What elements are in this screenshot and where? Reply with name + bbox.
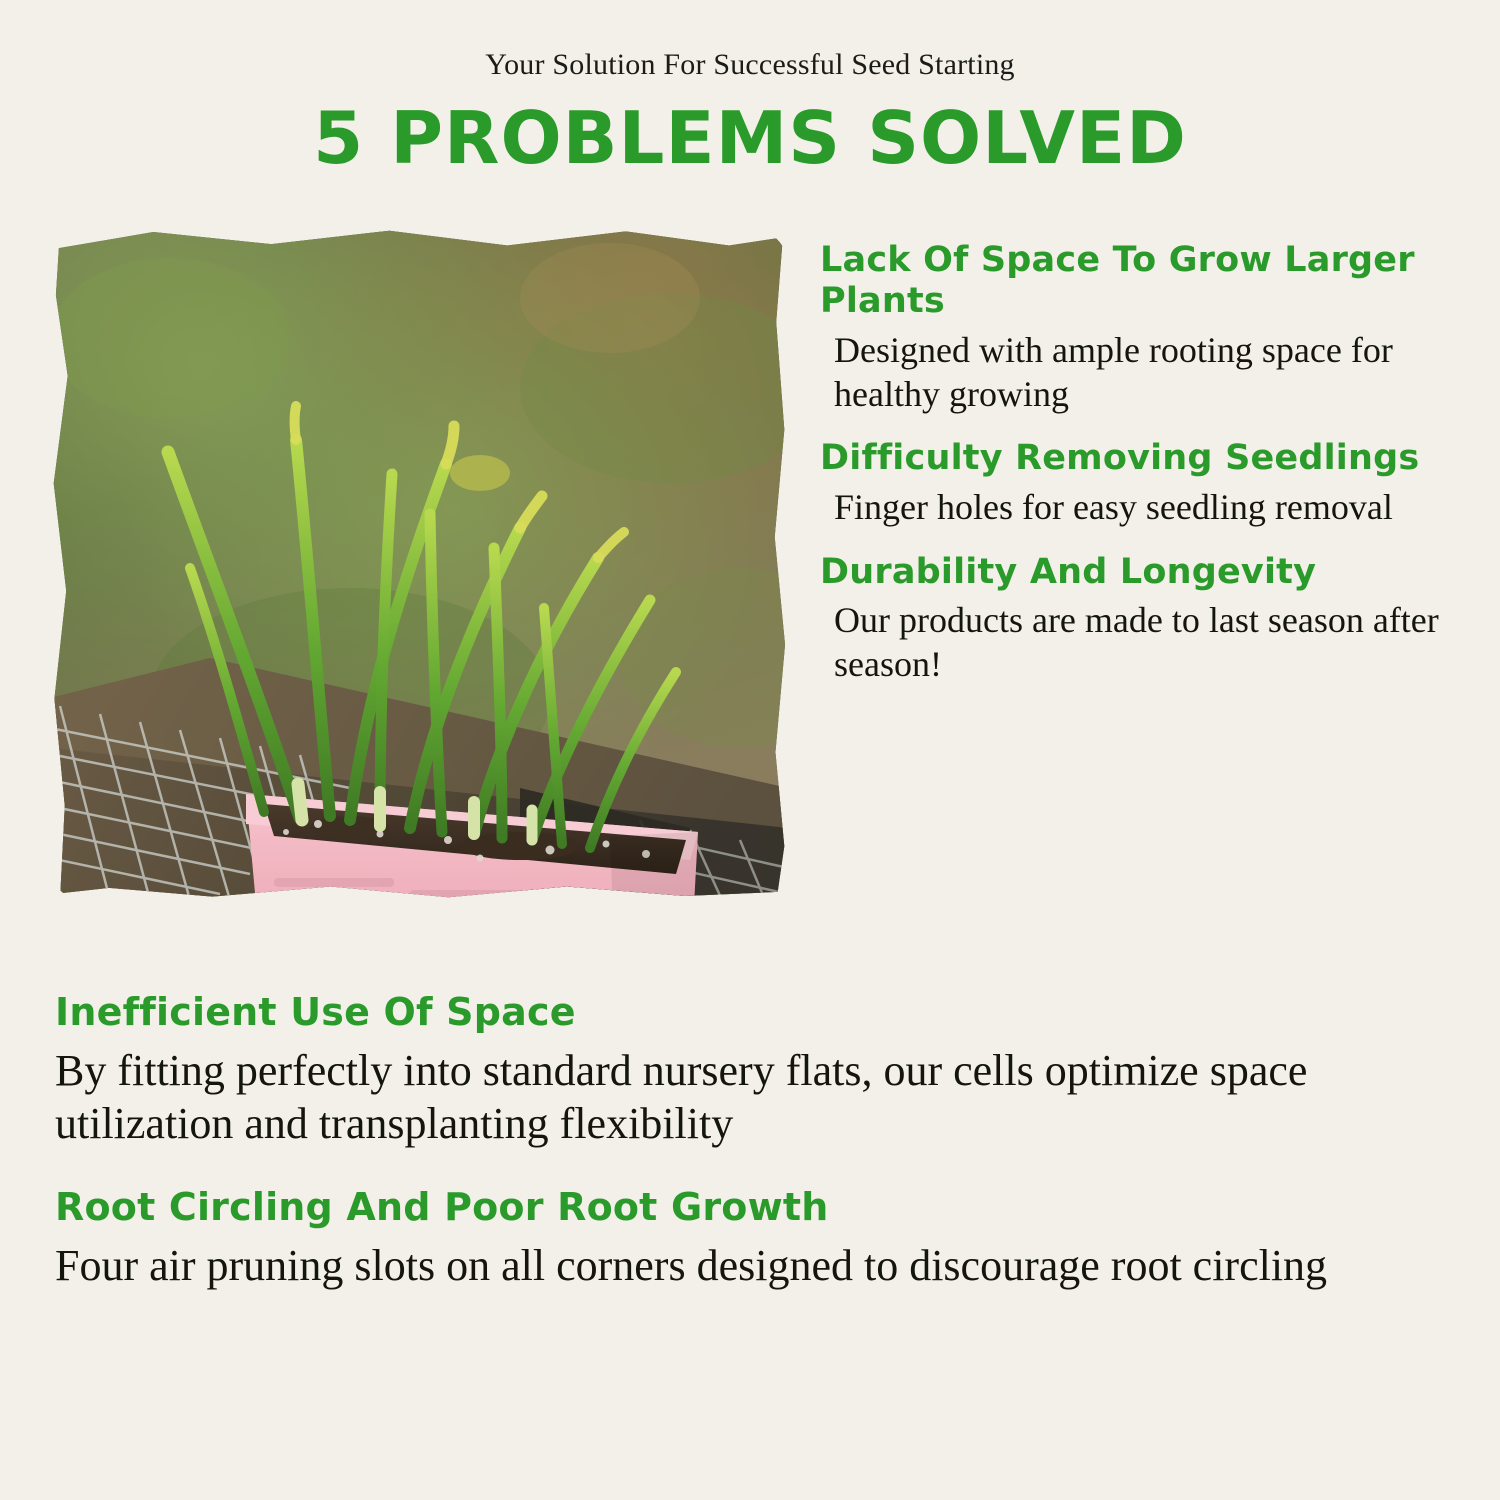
problem-body: Finger holes for easy seedling removal xyxy=(834,486,1393,527)
header xyxy=(0,0,1500,180)
problem-title: Inefficient Use Of Space xyxy=(55,990,576,1034)
problem-title: Lack Of Space To Grow Larger Plants xyxy=(820,240,1415,322)
problem-item xyxy=(55,990,1445,1151)
right-column xyxy=(820,240,1460,709)
problem-item xyxy=(55,1185,1445,1292)
product-photo xyxy=(50,228,788,900)
seedling-tray-illustration xyxy=(50,228,788,900)
problem-body: Our products are made to last season after season! xyxy=(834,599,1439,684)
eyebrow-text: Your Solution For Successful Seed Starting xyxy=(485,48,1015,81)
problem-title: Root Circling And Poor Root Growth xyxy=(55,1184,829,1229)
problem-item xyxy=(820,240,1460,416)
problem-title: Durability And Longevity xyxy=(820,551,1317,592)
problem-body: Designed with ample rooting space for healthy growing xyxy=(834,329,1393,414)
problem-item xyxy=(820,438,1460,529)
product-photo-frame xyxy=(50,228,788,900)
bottom-section xyxy=(55,990,1445,1326)
problem-body: By fitting perfectly into standard nursery flats, our cells optimize space utilization and transplanting flexibility xyxy=(55,1045,1308,1149)
top-section xyxy=(0,228,1500,928)
page-title: 5 PROBLEMS SOLVED xyxy=(313,96,1187,180)
problem-title: Difficulty Removing Seedlings xyxy=(820,438,1420,479)
problem-body: Four air pruning slots on all corners designed to discourage root circling xyxy=(55,1240,1328,1290)
problem-item xyxy=(820,552,1460,687)
